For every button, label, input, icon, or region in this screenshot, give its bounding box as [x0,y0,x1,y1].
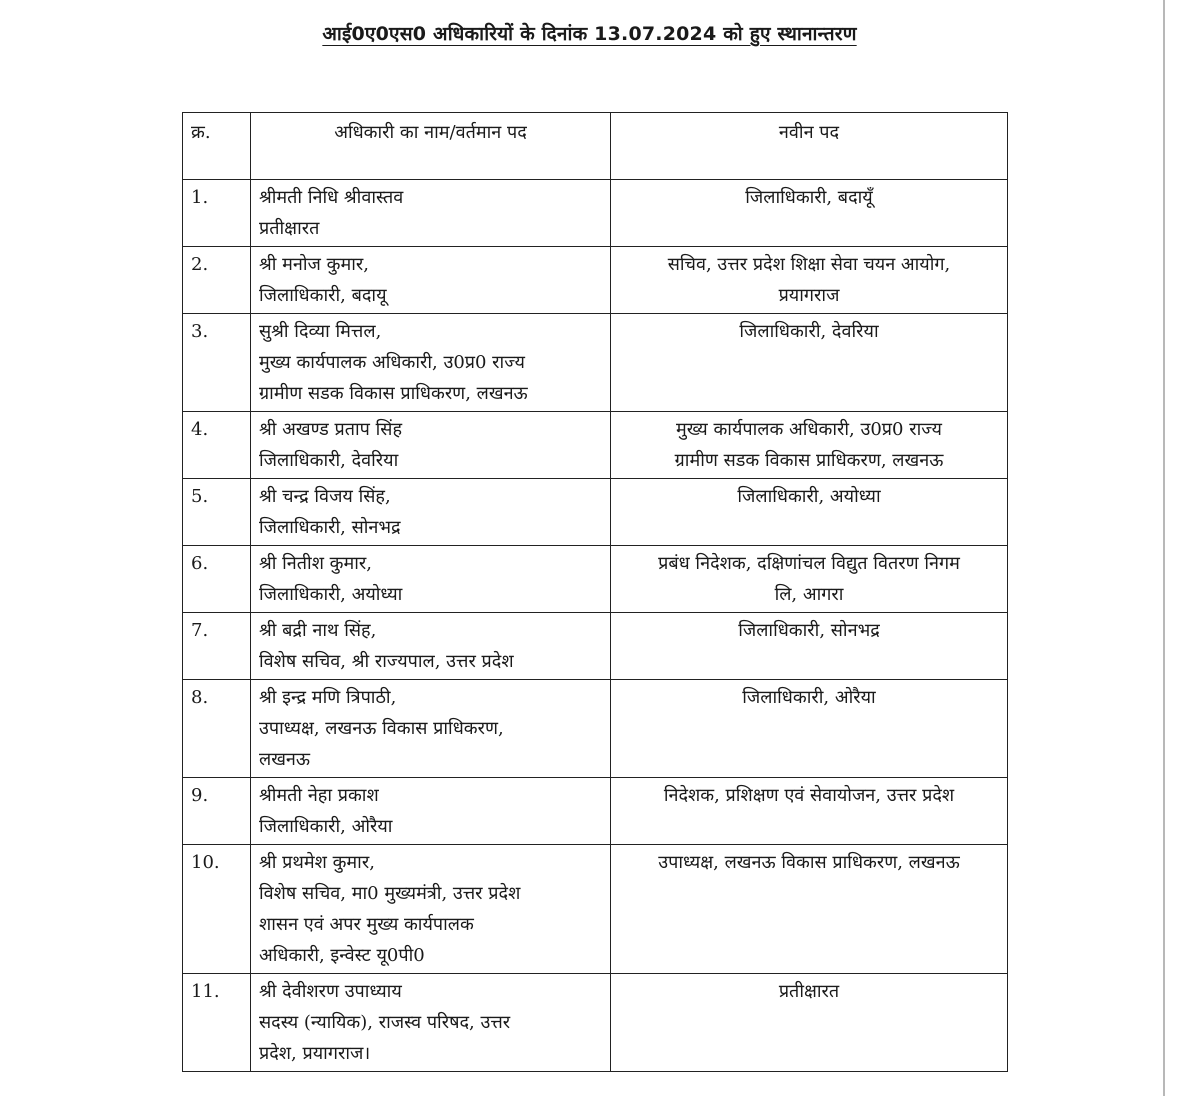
serial-number-cell: 4. [183,412,251,479]
current-post-cell [251,314,611,412]
serial-number-cell: 3. [183,314,251,412]
new-post-cell [611,180,1008,247]
current-post-line: विशेष सचिव, श्री राज्यपाल, उत्तर प्रदेश [259,651,514,672]
current-post-line: श्रीमती नेहा प्रकाश [259,785,379,806]
serial-number-cell: 9. [183,778,251,845]
new-post-line: सचिव, उत्तर प्रदेश शिक्षा सेवा चयन आयोग, [667,254,951,275]
new-post-line: जिलाधिकारी, देवरिया [739,321,879,342]
table-row [183,974,1008,1072]
new-post-line: ग्रामीण सडक विकास प्राधिकरण, लखनऊ [674,450,944,471]
new-post-cell [611,247,1008,314]
current-post-line: प्रतीक्षारत [259,218,320,239]
serial-number-cell: 6. [183,546,251,613]
current-post-line: जिलाधिकारी, ओरैया [259,816,393,837]
current-post-line: सुश्री दिव्या मित्तल, [259,321,382,342]
current-post-cell [251,845,611,974]
table-body [183,180,1008,1072]
current-post-line: जिलाधिकारी, देवरिया [259,450,399,471]
serial-number-cell: 10. [183,845,251,974]
current-post-line: सदस्य (न्यायिक), राजस्व परिषद, उत्तर [259,1012,511,1033]
new-post-line: मुख्य कार्यपालक अधिकारी, उ0प्र0 राज्य [676,419,942,440]
new-post-line: जिलाधिकारी, ओरैया [742,687,876,708]
table-row [183,613,1008,680]
header-serial: क्र. [183,113,251,180]
transfer-table [182,112,1008,1072]
current-post-line: श्री नितीश कुमार, [259,553,372,574]
current-post-line: लखनऊ [259,749,311,770]
serial-number-cell: 2. [183,247,251,314]
current-post-line: शासन एवं अपर मुख्य कार्यपालक [259,914,474,935]
serial-number-cell: 1. [183,180,251,247]
current-post-cell [251,247,611,314]
current-post-line: मुख्य कार्यपालक अधिकारी, उ0प्र0 राज्य [259,352,525,373]
current-post-cell [251,412,611,479]
table-row [183,479,1008,546]
new-post-cell [611,680,1008,778]
table-row [183,546,1008,613]
current-post-line: श्रीमती निधि श्रीवास्तव [259,187,404,208]
table-row [183,247,1008,314]
table-row [183,680,1008,778]
table-row [183,778,1008,845]
current-post-line: विशेष सचिव, मा0 मुख्यमंत्री, उत्तर प्रदेश [259,883,521,904]
header-current-post: अधिकारी का नाम/वर्तमान पद [251,113,611,180]
current-post-line: श्री अखण्ड प्रताप सिंह [259,419,403,440]
serial-number-cell: 5. [183,479,251,546]
new-post-cell [611,613,1008,680]
current-post-cell [251,546,611,613]
current-post-line: प्रदेश, प्रयागराज। [259,1043,371,1064]
new-post-cell [611,546,1008,613]
current-post-line: जिलाधिकारी, बदायू [259,285,387,306]
table-row [183,314,1008,412]
serial-number-cell: 8. [183,680,251,778]
current-post-cell [251,680,611,778]
current-post-line: श्री इन्द्र मणि त्रिपाठी, [259,687,397,708]
serial-number-cell: 7. [183,613,251,680]
new-post-cell [611,314,1008,412]
new-post-line: निदेशक, प्रशिक्षण एवं सेवायोजन, उत्तर प्रदेश [663,785,955,806]
current-post-cell [251,180,611,247]
new-post-cell [611,412,1008,479]
serial-number-cell: 11. [183,974,251,1072]
table-row [183,412,1008,479]
new-post-cell [611,974,1008,1072]
document-title: आई0ए0एस0 अधिकारियों के दिनांक 13.07.2024 को हुए स्थानान्तरण [322,23,857,45]
current-post-line: श्री मनोज कुमार, [259,254,369,275]
table-row [183,180,1008,247]
current-post-cell [251,613,611,680]
new-post-line: लि, आगरा [774,584,844,605]
new-post-cell [611,479,1008,546]
current-post-line: ग्रामीण सडक विकास प्राधिकरण, लखनऊ [259,383,528,404]
current-post-cell [251,479,611,546]
table-row [183,845,1008,974]
header-new-post: नवीन पद [611,113,1008,180]
new-post-cell [611,778,1008,845]
new-post-line: प्रबंध निदेशक, दक्षिणांचल विद्युत वितरण निगम [658,553,960,574]
new-post-line: जिलाधिकारी, सोनभद्र [738,620,880,641]
new-post-line: उपाध्यक्ष, लखनऊ विकास प्राधिकरण, लखनऊ [658,852,960,873]
current-post-line: श्री बद्री नाथ सिंह, [259,620,377,641]
new-post-line: जिलाधिकारी, बदायूँ [745,187,873,208]
current-post-line: श्री चन्द्र विजय सिंह, [259,486,391,507]
current-post-cell [251,778,611,845]
current-post-cell [251,974,611,1072]
current-post-line: उपाध्यक्ष, लखनऊ विकास प्राधिकरण, [259,718,504,739]
new-post-line: प्रयागराज [778,285,840,306]
current-post-line: जिलाधिकारी, अयोध्या [259,584,403,605]
new-post-cell [611,845,1008,974]
new-post-line: जिलाधिकारी, अयोध्या [737,486,881,507]
table-header-row [183,113,1008,180]
new-post-line: प्रतीक्षारत [778,981,840,1002]
current-post-line: श्री प्रथमेश कुमार, [259,852,375,873]
current-post-line: श्री देवीशरण उपाध्याय [259,981,402,1002]
current-post-line: अधिकारी, इन्वेस्ट यू0पी0 [259,945,425,966]
page-edge-line [1163,0,1165,1096]
current-post-line: जिलाधिकारी, सोनभद्र [259,517,401,538]
